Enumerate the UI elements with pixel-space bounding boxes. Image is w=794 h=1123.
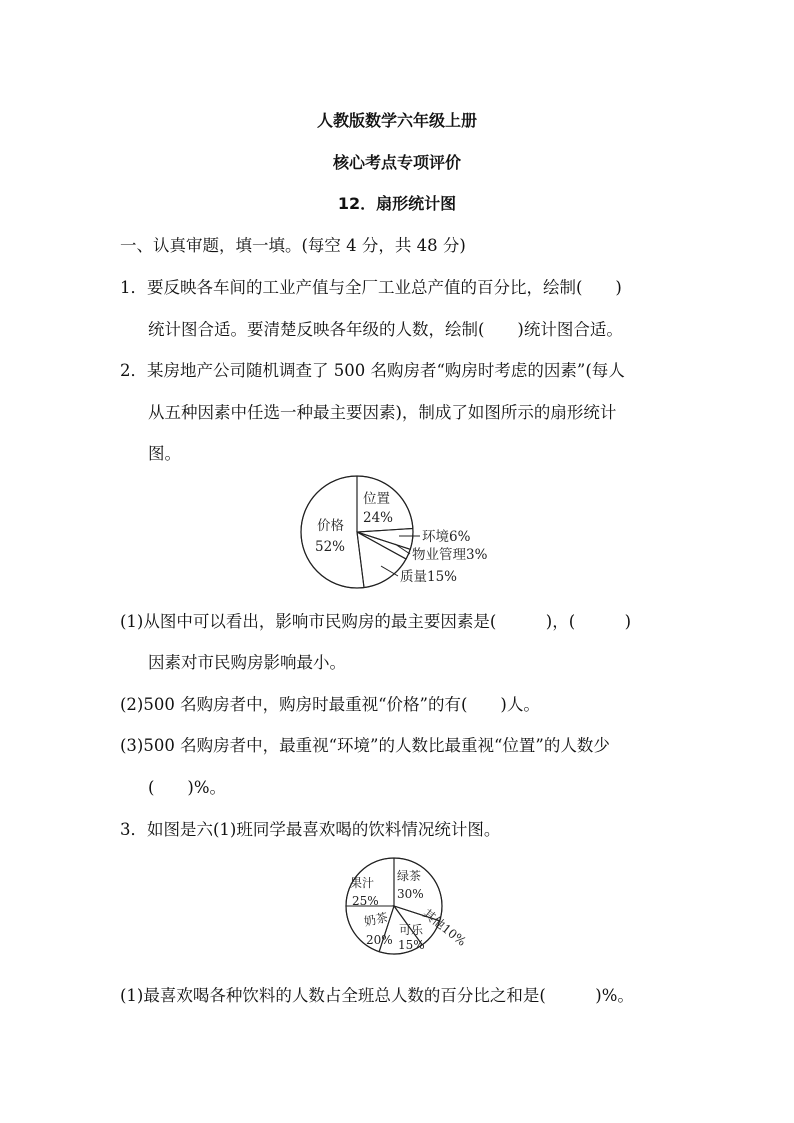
q3-line1: 3．如图是六(1)班同学最喜欢喝的饮料情况统计图。 bbox=[120, 820, 501, 839]
q2-sub1-line1: (1)从图中可以看出，影响市民购房的最主要因素是( )，( ) bbox=[120, 612, 632, 631]
label-management: 物业管理3% bbox=[412, 547, 488, 563]
q2-sub3-line1: (3)500 名购房者中，最重视“环境”的人数比最重视“位置”的人数少 bbox=[120, 736, 610, 755]
q2-line3: 图。 bbox=[148, 444, 181, 463]
label-juice-pct: 25% bbox=[352, 894, 379, 908]
label-milktea-name: 奶茶 bbox=[362, 910, 390, 929]
q2-sub1-line2: 因素对市民购房影响最小。 bbox=[148, 653, 346, 672]
label-environment: 环境6% bbox=[422, 529, 471, 545]
label-price-name: 价格 bbox=[317, 518, 344, 534]
label-cola-name: 可乐 bbox=[399, 923, 424, 937]
label-cola-pct: 15% bbox=[398, 938, 425, 952]
document-title: 人教版数学六年级上册 bbox=[316, 111, 477, 130]
q3-sub1: (1)最喜欢喝各种饮料的人数占全班总人数的百分比之和是( )%。 bbox=[120, 986, 634, 1005]
q2-line2: 从五种因素中任选一种最主要因素)，制成了如图所示的扇形统计 bbox=[148, 403, 617, 422]
label-price-pct: 52% bbox=[315, 539, 346, 555]
q2-sub3-line2: ( )%。 bbox=[148, 778, 227, 797]
document-subtitle: 核心考点专项评价 bbox=[332, 153, 461, 172]
label-location-pct: 24% bbox=[363, 510, 394, 526]
drinks-pie-chart bbox=[340, 852, 470, 962]
label-quality: 质量15% bbox=[400, 569, 458, 585]
label-greentea-name: 绿茶 bbox=[397, 869, 422, 883]
q1-line2: 统计图合适。要清楚反映各年级的人数，绘制( )统计图合适。 bbox=[148, 320, 623, 339]
q2-sub2: (2)500 名购房者中，购房时最重视“价格”的有( )人。 bbox=[120, 695, 540, 714]
section-heading: 一、认真审题，填一填。(每空 4 分，共 48 分) bbox=[120, 236, 466, 255]
label-juice-name: 果汁 bbox=[350, 876, 375, 890]
label-location-name: 位置 bbox=[363, 491, 390, 507]
label-other-pct: 10% bbox=[439, 921, 469, 949]
q1-line1: 1．要反映各车间的工业产值与全厂工业总产值的百分比，绘制( ) bbox=[120, 278, 622, 297]
label-greentea-pct: 30% bbox=[397, 887, 424, 901]
label-other-name: 其他 bbox=[420, 906, 448, 933]
section-title: 12．扇形统计图 bbox=[337, 194, 457, 213]
q2-line1: 2．某房地产公司随机调查了 500 名购房者“购房时考虑的因素”(每人 bbox=[120, 361, 625, 380]
purchase-factors-pie-chart bbox=[295, 470, 515, 595]
label-milktea-pct: 20% bbox=[366, 933, 393, 947]
